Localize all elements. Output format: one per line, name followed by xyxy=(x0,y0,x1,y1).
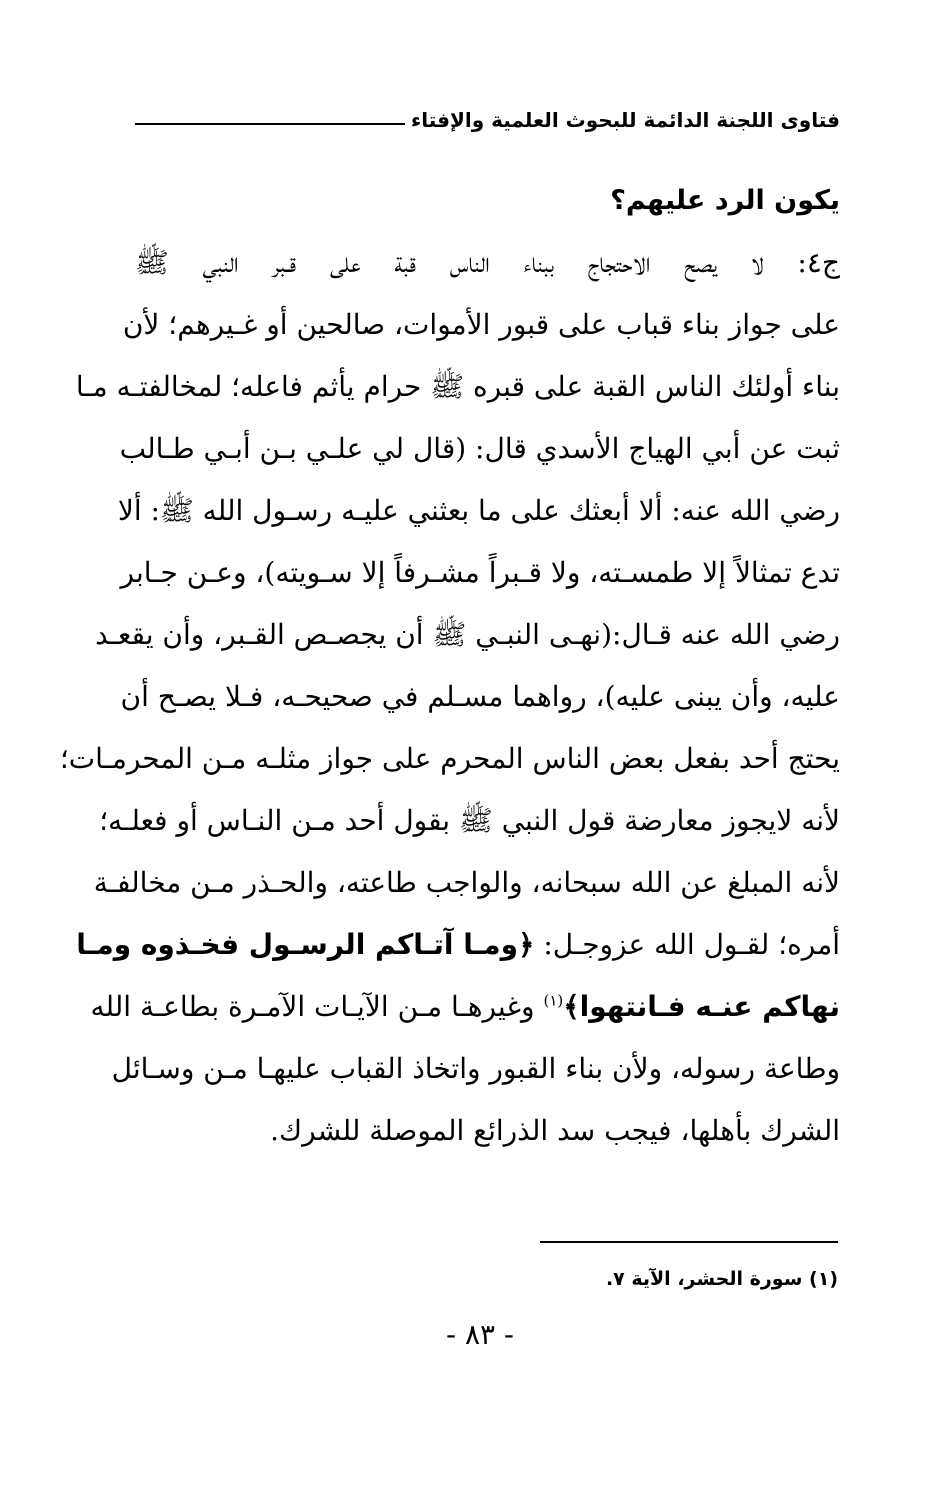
body-line-5: رضي الله عنه: ألا أبعثك على ما بعثني عليـه رسـول الله ﷺ: ألا xyxy=(117,494,840,527)
body-line-14: وطاعة رسوله، ولأن بناء القبور واتخاذ القباب عليهـا مـن وسـائل xyxy=(111,1052,840,1085)
footnote: (١) سورة الحشر، الآية ٧. xyxy=(605,1268,838,1290)
body-line-13 xyxy=(90,976,840,1038)
body-line-11: لأنه المبلغ عن الله سبحانه، والواجب طاعته، والحـذر مـن مخالفـة xyxy=(93,866,840,899)
body-line-4: ثبت عن أبي الهياج الأسدي قال: (قال لي علـي بـن أبـي طـالب xyxy=(119,432,840,465)
body-line-15: الشرك بأهلها، فيجب سد الذرائع الموصلة للشرك. xyxy=(270,1114,840,1147)
quran-verse-part1: ﴿ومـا آتـاكم الرسـول فخـذوه ومـا xyxy=(76,928,535,961)
header-title: فتاوى اللجنة الدائمة للبحوث العلمية والإفتاء xyxy=(411,108,840,132)
body-line-3: بناء أولئك الناس القبة على قبره ﷺ حرام يأثم فاعله؛ لمخالفتـه مـا xyxy=(75,370,840,403)
quran-verse-part2: نهاكم عنـه فـانتهوا﴾ xyxy=(563,990,840,1023)
question-end: يكون الرد عليهم؟ xyxy=(610,185,840,216)
fatwa-body xyxy=(59,170,840,1162)
body-line-8: عليه، وأن يبنى عليه)، رواهما مسـلم في صحيحـه، فـلا يصـح أن xyxy=(120,680,840,713)
footnote-rule xyxy=(540,1241,838,1243)
footnote-marker: (١) xyxy=(543,991,564,1010)
header-rule xyxy=(135,123,405,125)
body-line-2: على جواز بناء قباب على قبور الأموات، صالحين أو غـيرهم؛ لأن xyxy=(122,308,840,341)
body-line-10: لأنه لايجوز معارضة قول النبي ﷺ بقول أحد مـن النـاس أو فعلـه؛ xyxy=(99,804,840,837)
body-line-9: يحتج أحد بفعل بعض الناس المحرم على جواز مثلـه مـن المحرمـات؛ xyxy=(59,742,840,775)
line13-suffix: وغيرهـا مـن الآيـات الآمـرة بطاعـة الله xyxy=(90,990,544,1023)
line12-prefix: أمره؛ لقـول الله عزوجـل: xyxy=(534,928,840,961)
page-number: - ٨٣ - xyxy=(445,1318,515,1351)
body-line-1: ج٤: لا يصح الاحتجاج ببناء الناس قبة على قـبر النبي ﷺ xyxy=(135,246,840,279)
body-line-12 xyxy=(76,914,840,976)
running-header xyxy=(135,100,840,140)
body-line-7: رضي الله عنه قـال:(نهـى النبـي ﷺ أن يجصـص القـبر، وأن يقعـد xyxy=(95,618,840,651)
body-line-6: تدع تمثالاً إلا طمسـته، ولا قـبراً مشـرفاً إلا سـويته)، وعـن جـابر xyxy=(120,556,840,589)
